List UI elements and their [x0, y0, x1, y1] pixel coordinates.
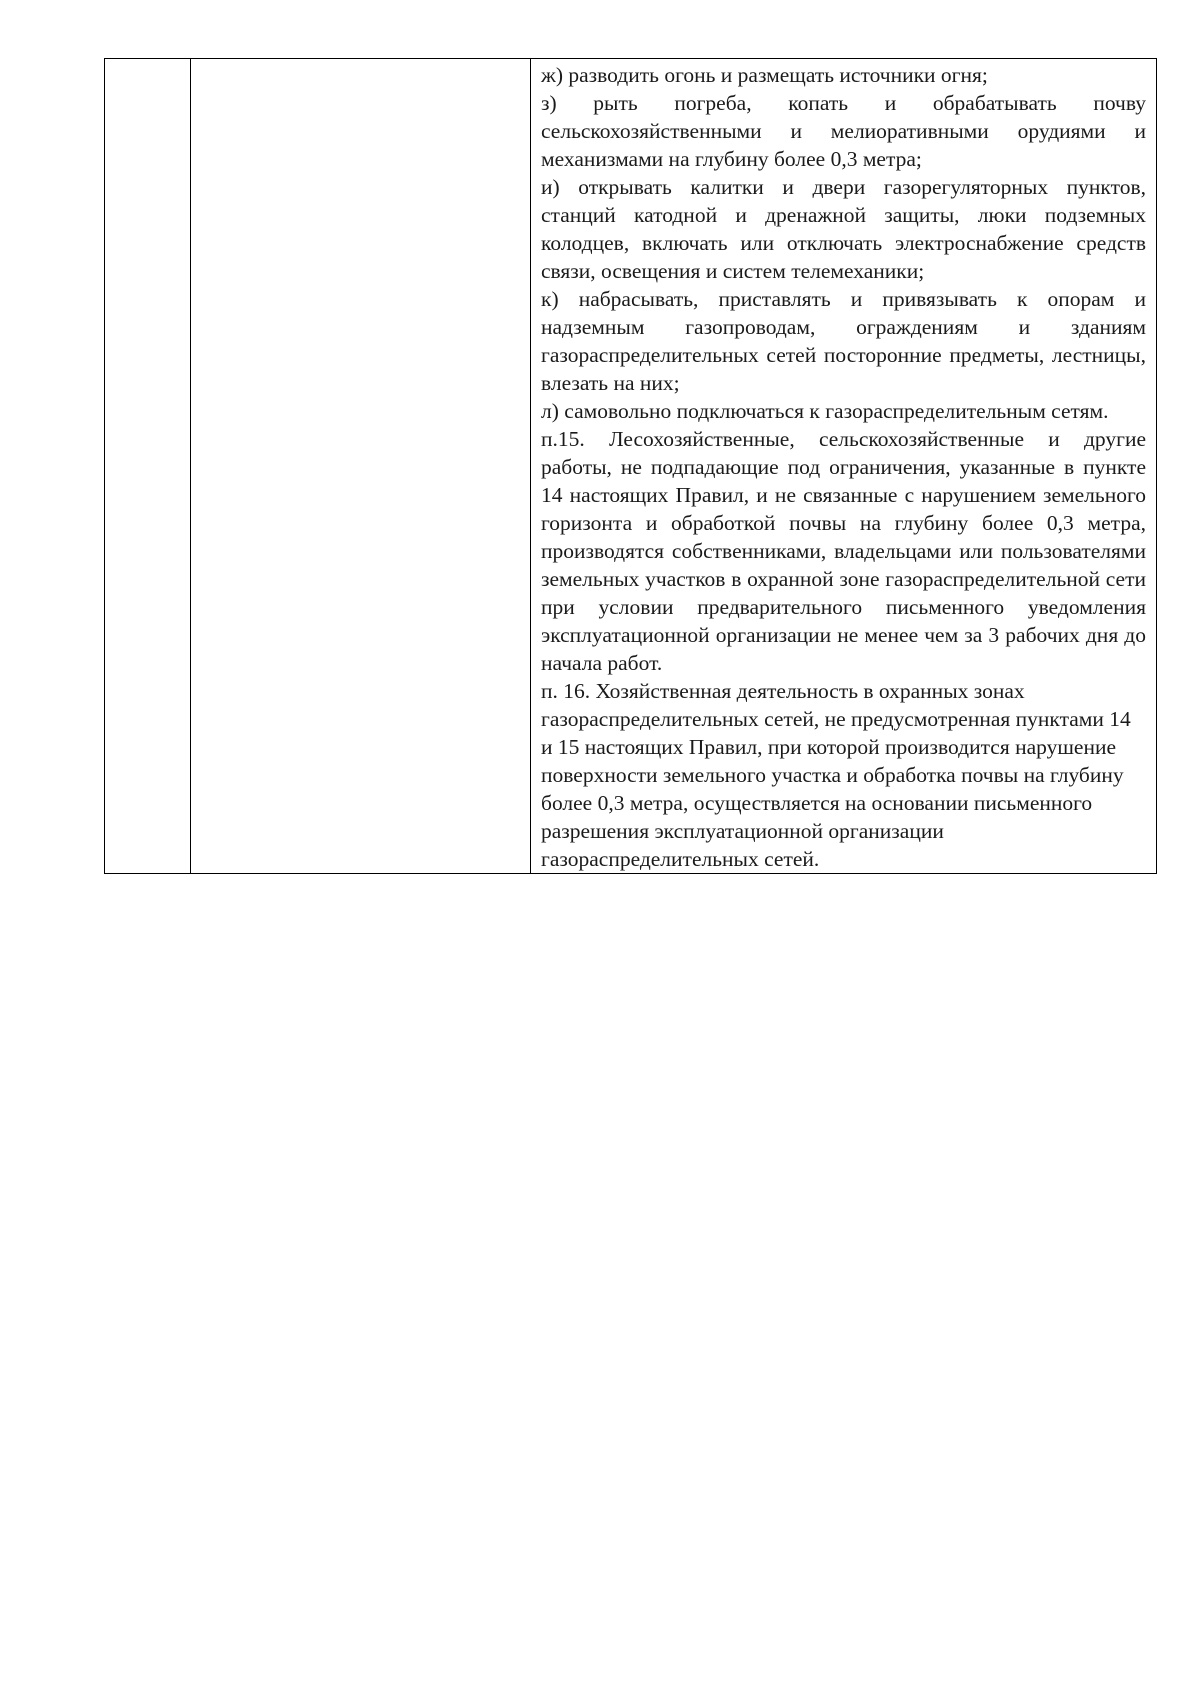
paragraph-l: л) самовольно подключаться к газораспределительным сетям.: [541, 399, 1109, 423]
paragraph-k: к) набрасывать, приставлять и привязывать к опорам и надземным газопроводам, ограждениям и зданиям газораспределительных сетей посторонние предметы, лестницы, влезать на них;: [541, 287, 1146, 395]
paragraph-i: и) открывать калитки и двери газорегуляторных пунктов, станций катодной и дренажной защиты, люки подземных колодцев, включать или отключать электроснабжение средств связи, освещения и систем телемеханики;: [541, 175, 1146, 283]
paragraph-zh: ж) разводить огонь и размещать источники огня;: [541, 63, 988, 87]
number-cell: [105, 59, 191, 874]
paragraph-item-15: п.15. Лесохозяйственные, сельскохозяйственные и другие работы, не подпадающие под ограничения, указанные в пункте 14 настоящих Правил, и не связанные с нарушением земельного горизонта и обработкой почвы на глубину более 0,3 метра, производятся собственниками, владельцами или пользователями земельных участков в охранной зоне газораспределительной сети при условии предварительного письменного уведомления эксплуатационной организации не менее чем за 3 рабочих дня до начала работ.: [541, 427, 1146, 675]
table-row: [105, 59, 1157, 874]
paragraph-z: з) рыть погреба, копать и обрабатывать почву сельскохозяйственными и мелиоративными орудиями и механизмами на глубину более 0,3 метра;: [541, 91, 1146, 171]
document-table: [104, 58, 1157, 874]
content-cell: [531, 59, 1157, 874]
paragraph-item-16: п. 16. Хозяйственная деятельность в охранных зонах газораспределительных сетей, не предусмотренная пунктами 14 и 15 настоящих Правил, при которой производится нарушение поверхности земельного участка и обработка почвы на глубину более 0,3 метра, осуществляется на основании письменного разрешения эксплуатационной организации газораспределительных сетей.: [541, 679, 1131, 871]
name-cell: [191, 59, 531, 874]
